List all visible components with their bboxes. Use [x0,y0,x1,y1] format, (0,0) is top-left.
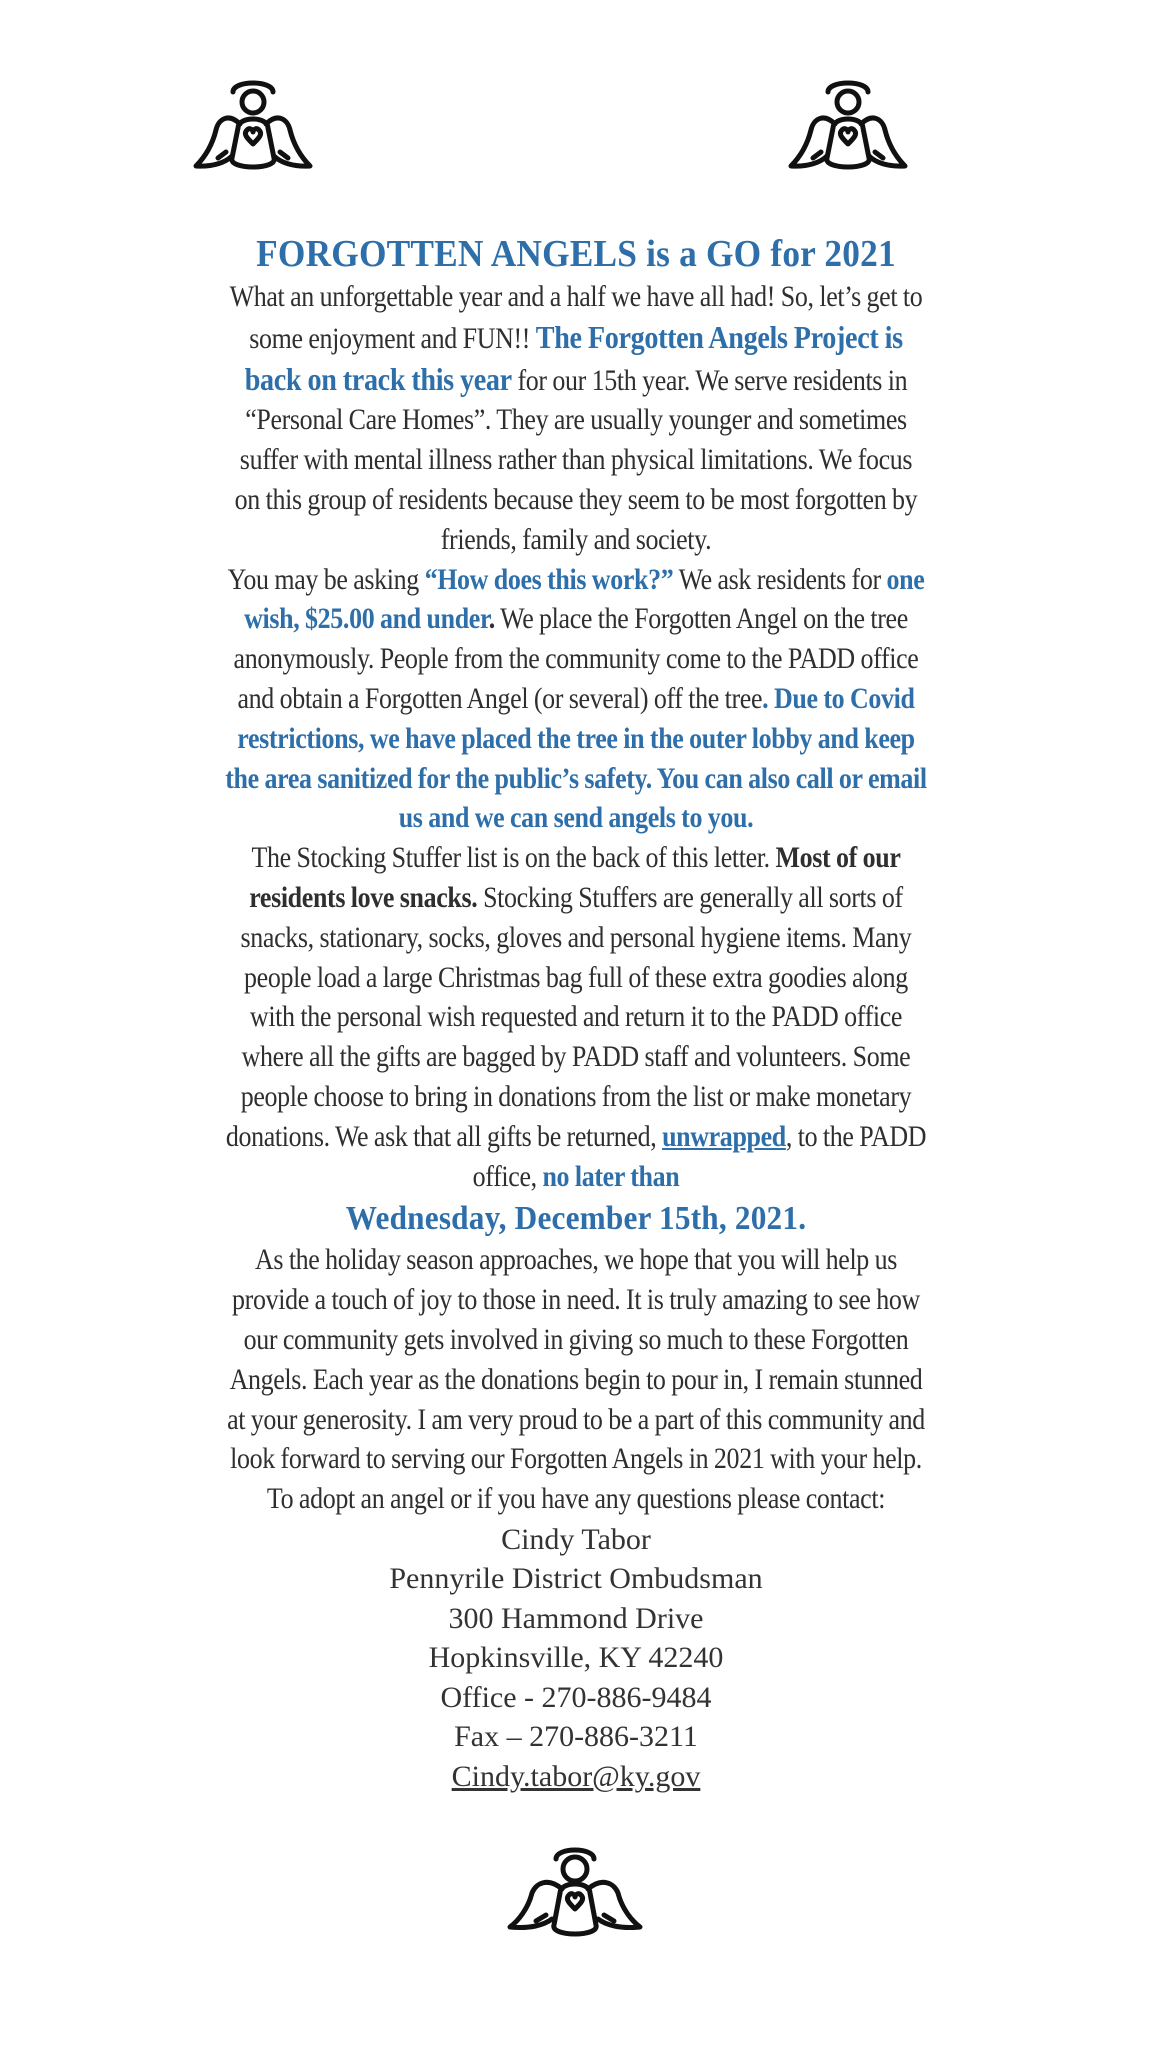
highlight-text: The Forgotten Angels Project is [535,318,903,355]
covid-notice-line: the area sanitized for the public’s safety. You can also call or email [225,762,927,795]
text-line [57,879,1095,919]
contact-email-line [0,1757,1152,1797]
angel-icon [490,1837,660,1947]
bold-text: residents love snacks. [249,881,478,914]
text-line [57,561,1095,601]
text-line: Angels. Each year as the donations begin to pour in, I remain stunned [229,1363,923,1396]
contact-block [0,1520,1152,1797]
text-line: snacks, stationary, socks, gloves and personal hygiene items. Many [240,921,912,954]
bold-text: Most of our [775,842,901,875]
letter-document [0,232,1152,1796]
highlight-text: no later than [542,1160,680,1193]
highlight-text: wish, $25.00 and under [244,603,489,636]
text-line: our community gets involved in giving so much to these Forgotten [243,1323,909,1356]
text-span: Stocking Stuffers are generally all sorts of [477,881,903,914]
text-line: on this group of residents because they seem to be most forgotten by [234,483,918,516]
covid-notice-line: us and we can send angels to you. [398,802,754,835]
contact-email-link[interactable]: Cindy.tabor@ky.gov [451,1759,701,1793]
highlight-text: . Due to Covid [762,682,915,715]
text-line: people load a large Christmas bag full of these extra goodies along [244,961,908,994]
text-span: , to the PADD [785,1120,927,1153]
text-line: look forward to serving our Forgotten Angels in 2021 with your help. [230,1443,922,1476]
contact-name: Cindy Tabor [501,1522,651,1556]
text-span: The Stocking Stuffer list is on the back of this letter. [251,842,776,875]
text-line: anonymously. People from the community come to the PADD office [233,643,919,676]
text-line [57,360,1095,402]
page-title: FORGOTTEN ANGELS is a GO for 2021 [256,233,896,275]
deadline-date: Wednesday, December 15th, 2021. [345,1200,807,1238]
highlight-text: “How does this work?” [424,563,674,596]
contact-office-phone: Office - 270-886-9484 [440,1680,712,1714]
text-line [57,680,1095,720]
text-line: at your generosity. I am very proud to be a part of this community and [227,1403,925,1436]
text-line: friends, family and society. [440,523,712,556]
text-line: As the holiday season approaches, we hope that you will help us [254,1244,898,1277]
text-line: suffer with mental illness rather than physical limitations. We focus [239,444,913,477]
text-span: for our 15th year. We serve residents in [511,364,908,397]
closing-paragraph [57,1241,1095,1520]
unwrapped-emphasis: unwrapped [662,1120,786,1153]
text-span: donations. We ask that all gifts be returned, [225,1120,663,1153]
text-span: office, [472,1160,543,1193]
how-it-works-paragraph [57,561,1095,840]
text-span: You may be asking [227,563,425,596]
text-line: To adopt an angel or if you have any questions please contact: [266,1483,886,1516]
stocking-stuffer-paragraph [57,839,1095,1197]
text-line: provide a touch of joy to those in need. It is truly amazing to see how [232,1284,920,1317]
text-line [57,600,1095,640]
contact-city: Hopkinsville, KY 42240 [428,1641,724,1675]
text-line [57,1158,1095,1198]
text-line [57,839,1095,879]
text-line: “Personal Care Homes”. They are usually younger and sometimes [245,404,907,437]
text-span: . [488,603,495,636]
contact-role: Pennyrile District Ombudsman [389,1562,763,1596]
text-line [57,1118,1095,1158]
text-span: some enjoyment and FUN!! [249,322,536,355]
text-line: people choose to bring in donations from the list or make monetary [240,1080,912,1113]
text-span: We ask residents for [673,563,887,596]
angel-icon [783,66,913,186]
angel-icon [188,66,318,186]
contact-fax: Fax – 270-886-3211 [454,1720,698,1754]
highlight-text: back on track this year [244,360,512,397]
intro-paragraph [57,278,1095,561]
text-line [57,318,1095,360]
text-span: We place the Forgotten Angel on the tree [494,603,908,636]
text-line: with the personal wish requested and return it to the PADD office [249,1001,903,1034]
text-line: where all the gifts are bagged by PADD staff and volunteers. Some [241,1041,911,1074]
highlight-text: one [886,563,925,596]
text-span: and obtain a Forgotten Angel (or several) off the tree [237,682,763,715]
covid-notice-line: restrictions, we have placed the tree in the outer lobby and keep [237,722,915,755]
text-line: What an unforgettable year and a half we have all had! So, let’s get to [229,281,923,313]
contact-street: 300 Hammond Drive [448,1601,704,1635]
